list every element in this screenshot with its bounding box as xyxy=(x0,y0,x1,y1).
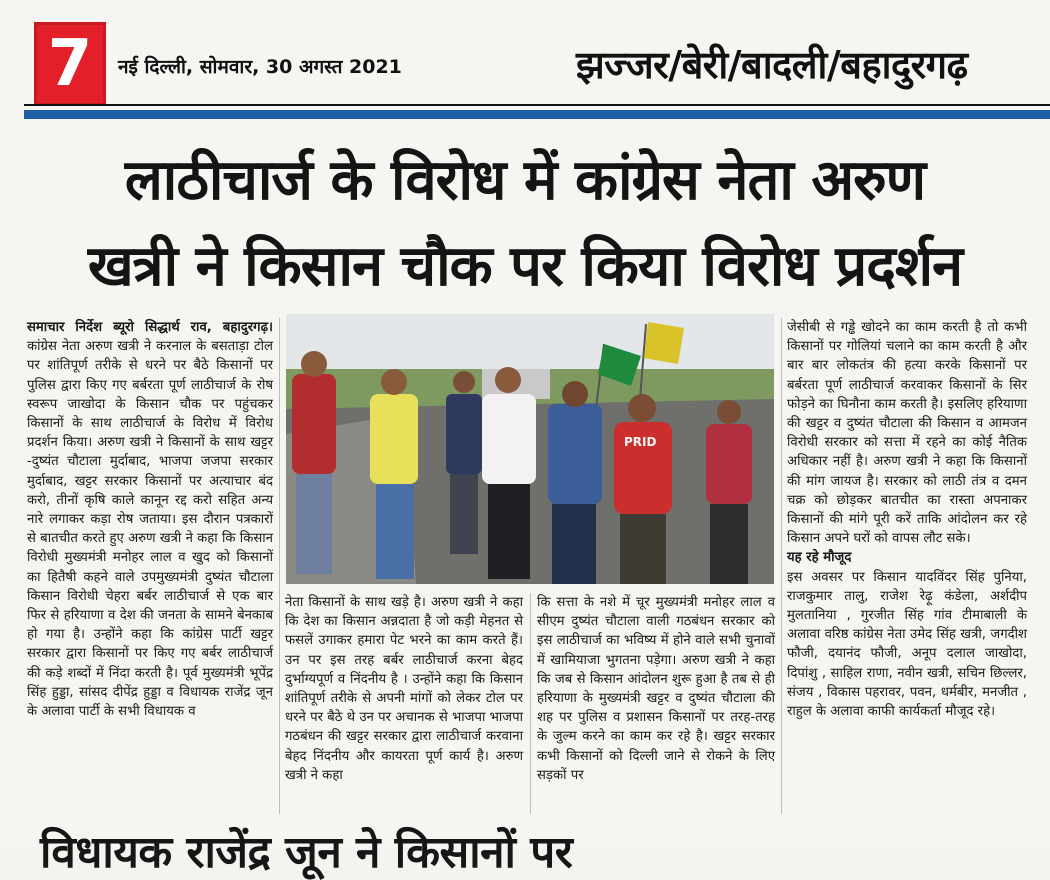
headline-line-2: खत्री ने किसान चौक पर किया विरोध प्रदर्शन xyxy=(87,234,963,299)
page-header xyxy=(24,16,1050,108)
tshirt-text: PRID xyxy=(624,435,657,449)
column-divider xyxy=(781,318,782,814)
article-col4-text: जेसीबी से गड्ढे खोदने का काम करती है तो कभी किसानों पर गोलियां चलाने का काम करती है और बार बार लोकतंत्र की हत्या करके किसानों पर बर्बरता पूर्ण लाठीचार्ज करवाकर किसानों के सिर फोड़ने का घिनौना काम करती है। इसलिए हरियाणा की खट्टर व दुष्यंत चौटाला की किसान व आमजन विरोधी सरकार को सत्ता में रहने का कोई नैतिक अधिकार नहीं है। अरुण खत्री ने कहा कि किसानों की मांग जायज है। सरकार को लाठी तंत्र व दमन चक्र को छोड़कर बातचीत का रास्ता अपनाकर किसानों की मांगे पूरी करें ताकि आंदोलन कर रहे किसान अपने घरों को वापस लौट सके। xyxy=(787,320,1027,547)
header-blue-band xyxy=(24,110,1050,119)
article-column-1 xyxy=(27,318,273,814)
subhead-present: यह रहे मौजूद xyxy=(787,550,852,566)
dateline: नई दिल्ली, सोमवार, 30 अगस्त 2021 xyxy=(118,56,402,78)
section-title: झज्जर/बेरी/बादली/बहादुरगढ़ xyxy=(576,43,968,87)
news-photo xyxy=(286,314,774,584)
byline: समाचार निर्देश ब्यूरो सिद्धार्थ राव, बहादुरगढ़। xyxy=(27,320,273,335)
photo-icon xyxy=(286,314,774,584)
column-divider xyxy=(530,593,531,814)
column-divider xyxy=(279,318,280,814)
article-col3-text: कि सत्ता के नशे में चूर मुख्यमंत्री मनोहर लाल व सीएम दुष्यंत चौटाला वाली गठबंधन सरकार को इस लाठीचार्ज का भविष्य में होने वाले सभी चुनावों में खामियाजा भुगतना पड़ेगा। अरुण खत्री ने कहा कि जब से किसान आंदोलन शुरू हुआ है तब से ही हरियाणा के मुख्यमंत्री खट्टर व दुष्यंत चौटाला की शह पर पुलिस व प्रशासन किसानों पर तरह-तरह के जुल्म करने का काम कर रहे है। खट्टर सरकार कभी किसानों को दिल्ली जाने से रोकने के लिए सड़कों पर xyxy=(537,595,775,783)
article-lead: कांग्रेस नेता अरुण खत्री ने करनाल के बसताड़ा टोल पर शांतिपूर्ण तरीके से धरने पर बैठे किसानों पर पुलिस द्वारा किए गए बर्बरता पूर्ण लाठीचार्ज के रोष स्वरूप जाखोदा के किसान चौक पर पहुंचकर किसानों के साथ लाठीचार्ज के विरोध में विरोध प्रदर्शन किया। अरुण खत्री ने किसानों के साथ खट्टर -दुष्यंत चौटाला मुर्दाबाद, भाजपा जजपा सरकार मुर्दाबाद, खट्टर सरकार किसानों पर अत्याचार बंद करो, तीनों कृषि काले कानून रद्द करो सहित अन्य नारे लगाकर कड़ा रोष जताया। इस दौरान पत्रकारों से बातचीत करते हुए अरुण खत्री ने कहा कि किसान विरोधी मुख्यमंत्री मनोहर लाल व खुद को किसानों का हितैषी कहने वाले उपमुख्यमंत्री दुष्यंत चौटाला किसान विरोधी चेहरा बर्बर लाठीचार्ज से एक बार फिर से हरियाणा व देश की जनता के सामने बेनकाब हो गया है। उन्होंने कहा कि कांग्रेस पार्टी खट्टर सरकार द्वारा किसानों पर किए गए बर्बर लाठीचार्ज की कड़े शब्दों में निंदा करती है। पूर्व मुख्यमंत्री भूपेंद्र सिंह हुड्डा, सांसद दीपेंद्र हुड्डा व विधायक राजेंद्र जून के अलावा पार्टी के सभी विधायक व xyxy=(27,339,273,720)
article-col2-text: नेता किसानों के साथ खड़े है। अरुण खत्री ने कहा कि देश का किसान अन्नदाता है जो कड़ी मेहनत से फसलें उगाकर हमारा पेट भरने का काम करते हैं। उन पर इस तरह बर्बर लाठीचार्ज करना बेहद दुर्भाग्यपूर्ण व निंदनीय है । उन्होंने कहा कि किसान शांतिपूर्ण तरीके से अपनी मांगों को लेकर टोल पर धरने पर बैठे थे उन पर अचानक से भाजपा भाजपा गठबंधन की खट्टर सरकार द्वारा लाठीचार्ज करवाना बेहद निंदनीय और कायरता पूर्ण कार्य है। अरुण खत्री ने कहा xyxy=(285,595,523,783)
article-column-3 xyxy=(537,593,775,814)
page-number-badge: 7 xyxy=(34,22,106,106)
headline xyxy=(20,138,1030,310)
article-column-2 xyxy=(285,593,523,814)
article-col4-attendees: इस अवसर पर किसान यादविंदर सिंह पुनिया, राजकुमार तालु, राजेश रेढ़ू कंडेला, अर्शदीप मुलतानिया , गुरजीत सिंह गांव टीमाबाली के अलावा वरिष्ठ कांग्रेस नेता उमेद सिंह खत्री, जगदीश फौजी, दयानंद फौजी, अनूप दलाल जाखोदा, दिपांशु , साहिल राणा, नवीन खत्री, सचिन छिल्लर, संजय , विकास पहरावर, पवन, धर्मबीर, मनजीत , राहुल के अलावा काफी कार्यकर्ता मौजूद रहे। xyxy=(787,569,1027,720)
next-article-headline: विधायक राजेंद्र जून ने किसानों पर xyxy=(40,827,573,878)
headline-line-1: लाठीचार्ज के विरोध में कांग्रेस नेता अरुण xyxy=(124,148,926,213)
article-column-4 xyxy=(787,318,1027,814)
header-rule xyxy=(24,104,1050,106)
